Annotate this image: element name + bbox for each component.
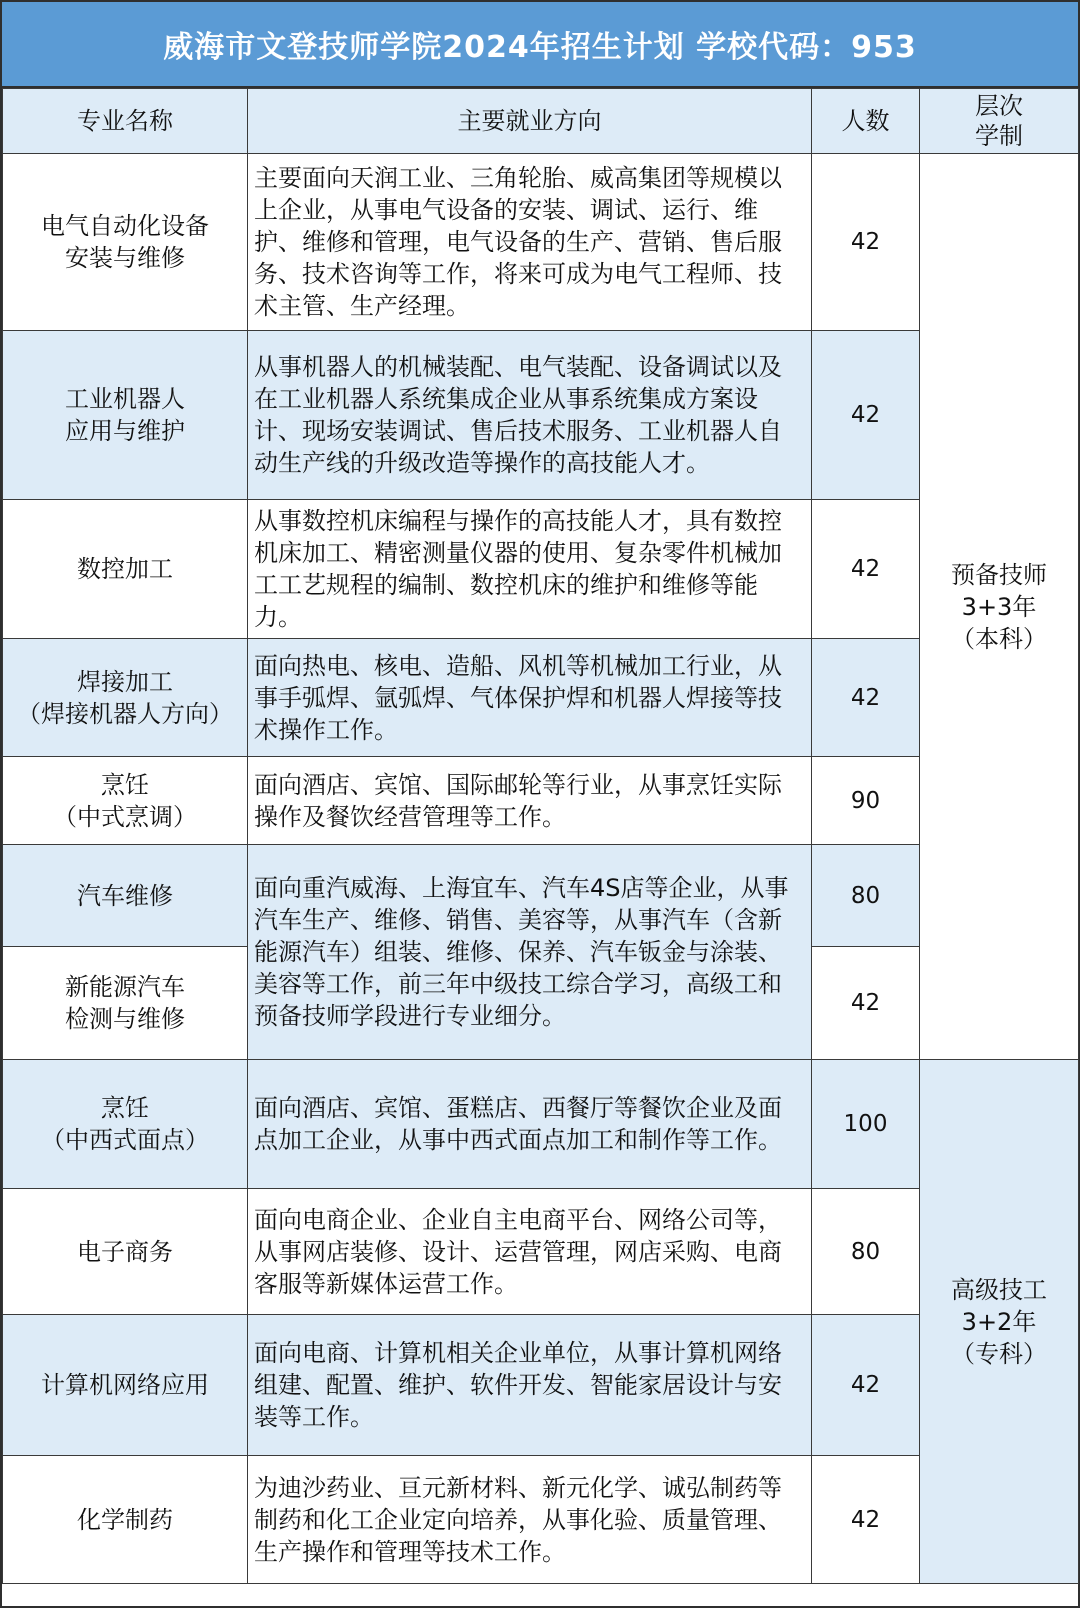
enrollment-count: 42 (812, 639, 920, 757)
major-name-line: 检测与维修 (65, 1005, 185, 1033)
major-name-line: 汽车维修 (77, 881, 173, 910)
major-name-line: 电气自动化设备 (41, 212, 209, 240)
level-duration-senior (920, 154, 1079, 1060)
major-name-line: 新能源汽车 (65, 973, 185, 1001)
major-name-line: 电子商务 (77, 1237, 173, 1266)
level-line: 高级技工 (951, 1275, 1047, 1304)
enrollment-count: 42 (812, 500, 920, 639)
employment-direction: 主要面向天润工业、三角轮胎、威高集团等规模以上企业，从事电气设备的安装、调试、运行、维护、维修和管理，电气设备的生产、营销、售后服务、技术咨询等工作，将来可成为电气工程师、技术主管、生产经理。 (248, 154, 812, 331)
major-name-line: 烹饪 (101, 770, 149, 799)
table-row (3, 1060, 1079, 1189)
major-name-line: 工业机器人 (65, 385, 185, 413)
enrollment-count: 80 (812, 845, 920, 947)
enrollment-table (2, 88, 1079, 1584)
employment-direction: 面向酒店、宾馆、蛋糕店、西餐厅等餐饮企业及面点加工企业，从事中西式面点加工和制作等工作。 (248, 1060, 812, 1189)
header-direction: 主要就业方向 (248, 89, 812, 154)
table-row (3, 500, 1079, 639)
major-name-line: 应用与维护 (65, 417, 185, 445)
level-line: （本科） (951, 624, 1047, 653)
major-name-line: （中西式面点） (41, 1126, 209, 1154)
employment-direction: 面向电商企业、企业自主电商平台、网络公司等，从事网店装修、设计、运营管理，网店采购、电商客服等新媒体运营工作。 (248, 1189, 812, 1315)
employment-direction: 面向热电、核电、造船、风机等机械加工行业，从事手弧焊、氩弧焊、气体保护焊和机器人焊接等技术操作工作。 (248, 639, 812, 757)
level-line: （专科） (951, 1339, 1047, 1368)
enrollment-count: 42 (812, 1456, 920, 1584)
table-row (3, 331, 1079, 500)
table-header-row (3, 89, 1079, 154)
table-row (3, 639, 1079, 757)
employment-direction: 面向电商、计算机相关企业单位，从事计算机网络组建、配置、维护、软件开发、智能家居设计与安装等工作。 (248, 1315, 812, 1456)
table-row (3, 1315, 1079, 1456)
major-name (3, 500, 248, 639)
major-name-line: 安装与维修 (65, 244, 185, 272)
major-name-line: 焊接加工 (77, 667, 173, 696)
enrollment-count: 90 (812, 757, 920, 845)
major-name (3, 1060, 248, 1189)
header-level (920, 89, 1079, 154)
major-name-line: 烹饪 (101, 1094, 149, 1122)
major-name (3, 757, 248, 845)
major-name (3, 947, 248, 1060)
employment-direction: 面向酒店、宾馆、国际邮轮等行业，从事烹饪实际操作及餐饮经营管理等工作。 (248, 757, 812, 845)
table-row (3, 154, 1079, 331)
header-major: 专业名称 (3, 89, 248, 154)
level-line: 预备技师 (951, 560, 1047, 589)
major-name (3, 331, 248, 500)
table-row (3, 757, 1079, 845)
major-name (3, 845, 248, 947)
enrollment-count: 42 (812, 1315, 920, 1456)
header-level-line2: 学制 (975, 122, 1023, 150)
enrollment-count: 42 (812, 947, 920, 1060)
page-title: 威海市文登技师学院2024年招生计划 学校代码：953 (2, 2, 1078, 88)
employment-direction: 从事数控机床编程与操作的高技能人才，具有数控机床加工、精密测量仪器的使用、复杂零件机械加工工艺规程的编制、数控机床的维护和维修等能力。 (248, 500, 812, 639)
major-name-line: 计算机网络应用 (41, 1371, 209, 1399)
enrollment-count: 42 (812, 331, 920, 500)
major-name (3, 1189, 248, 1315)
table-row (3, 1456, 1079, 1584)
header-level-line1: 层次 (975, 92, 1023, 120)
major-name-line: 数控加工 (77, 555, 173, 583)
level-line: 3+2年 (961, 1307, 1037, 1336)
major-name (3, 1315, 248, 1456)
major-name (3, 639, 248, 757)
major-name-line: （中式烹调） (53, 802, 197, 831)
enrollment-count: 42 (812, 154, 920, 331)
enrollment-count: 100 (812, 1060, 920, 1189)
major-name-line: （焊接机器人方向） (17, 699, 233, 728)
level-duration-advanced (920, 1060, 1079, 1584)
level-line: 3+3年 (961, 592, 1037, 621)
table-row (3, 845, 1079, 947)
major-name-line: 化学制药 (77, 1505, 173, 1534)
enrollment-count: 80 (812, 1189, 920, 1315)
employment-direction: 为迪沙药业、亘元新材料、新元化学、诚弘制药等制药和化工企业定向培养，从事化验、质量管理、生产操作和管理等技术工作。 (248, 1456, 812, 1584)
major-name (3, 1456, 248, 1584)
major-name (3, 154, 248, 331)
header-count: 人数 (812, 89, 920, 154)
table-row (3, 1189, 1079, 1315)
employment-direction: 从事机器人的机械装配、电气装配、设备调试以及在工业机器人系统集成企业从事系统集成方案设计、现场安装调试、售后技术服务、工业机器人自动生产线的升级改造等操作的高技能人才。 (248, 331, 812, 500)
employment-direction: 面向重汽威海、上海宜车、汽车4S店等企业，从事汽车生产、维修、销售、美容等，从事汽车（含新能源汽车）组装、维修、保养、汽车钣金与涂装、美容等工作，前三年中级技工综合学习，高级工和预备技师学段进行专业细分。 (248, 845, 812, 1060)
